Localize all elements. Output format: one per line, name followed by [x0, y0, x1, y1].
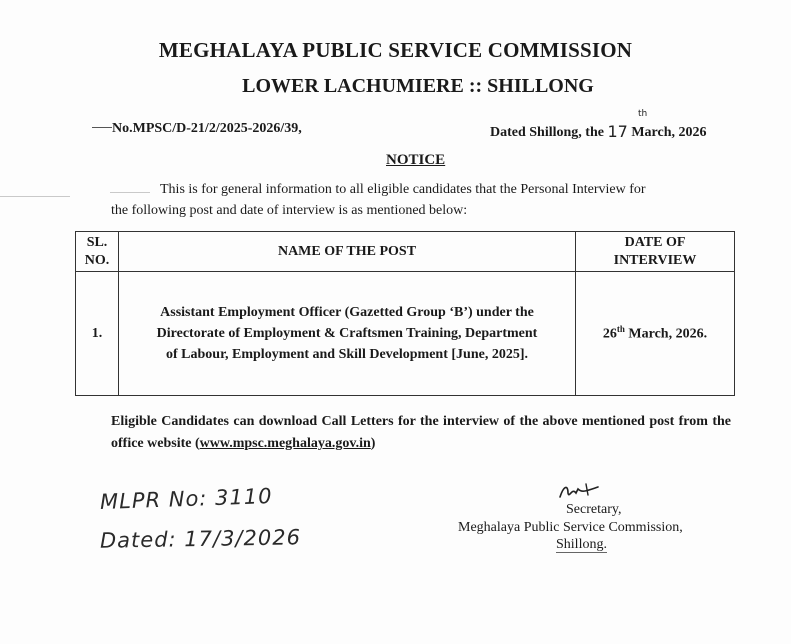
header-sl-line1: SL.	[86, 234, 108, 250]
notice-intro-line-1: This is for general information to all eligible candidates that the Personal Interview for	[160, 182, 646, 197]
header-interview-date	[576, 232, 735, 272]
row-sl-no: 1.	[76, 272, 119, 396]
date-suffix: th	[616, 324, 625, 335]
website-link[interactable]: www.mpsc.meghalaya.gov.in	[199, 436, 371, 451]
header-sl-line2: NO.	[84, 252, 110, 268]
header-post-name: NAME OF THE POST	[119, 232, 576, 272]
scan-line	[110, 192, 150, 193]
post-line-1: Assistant Employment Officer (Gazetted Group ‘B’) under the	[160, 305, 534, 320]
dated-day-suffix: th	[638, 109, 648, 119]
header-date-line1: DATE OF	[624, 234, 686, 250]
table-row	[76, 272, 735, 396]
eligibility-text	[111, 411, 731, 455]
signatory-place	[556, 537, 607, 553]
signatory-place-text: Shillong.	[556, 537, 607, 552]
date-rest: March, 2026.	[624, 326, 708, 342]
eligibility-close: )	[370, 436, 376, 451]
dated-day: 17	[607, 122, 628, 141]
eligibility-body: Eligible Candidates can download Call Letters for the interview of the above mentioned post from the office website (	[111, 414, 731, 451]
row-post-name	[119, 272, 576, 396]
row-interview-date	[576, 272, 735, 396]
signatory-title: Secretary,	[566, 502, 622, 517]
signature-scribble	[556, 481, 604, 501]
post-line-2: Directorate of Employment & Craftsmen Training, Department	[156, 326, 538, 341]
scan-line	[0, 196, 70, 197]
dated-month-year: March, 2026	[631, 125, 707, 140]
post-line-3: of Labour, Employment and Skill Development [June, 2025].	[166, 347, 528, 362]
dated-line	[490, 109, 707, 141]
table-header-row	[76, 232, 735, 272]
notice-intro-line-2: the following post and date of interview is as mentioned below:	[111, 203, 468, 218]
margin-mark	[92, 127, 112, 128]
date-day: 26	[602, 326, 617, 342]
signatory-organization: Meghalaya Public Service Commission,	[458, 520, 683, 535]
header-sl-no	[76, 232, 119, 272]
handwritten-mlpr-number: MLPR No: 3110	[99, 483, 273, 515]
commission-address: LOWER LACHUMIERE :: SHILLONG	[242, 75, 594, 97]
header-date-line2: INTERVIEW	[613, 252, 697, 268]
dated-prefix: Dated Shillong, the	[490, 125, 604, 140]
notice-title: NOTICE	[386, 152, 446, 168]
interview-table	[75, 231, 735, 396]
reference-number: No.MPSC/D-21/2/2025-2026/39,	[112, 121, 302, 136]
commission-name: MEGHALAYA PUBLIC SERVICE COMMISSION	[158, 38, 633, 62]
handwritten-date: Dated: 17/3/2026	[99, 525, 302, 553]
